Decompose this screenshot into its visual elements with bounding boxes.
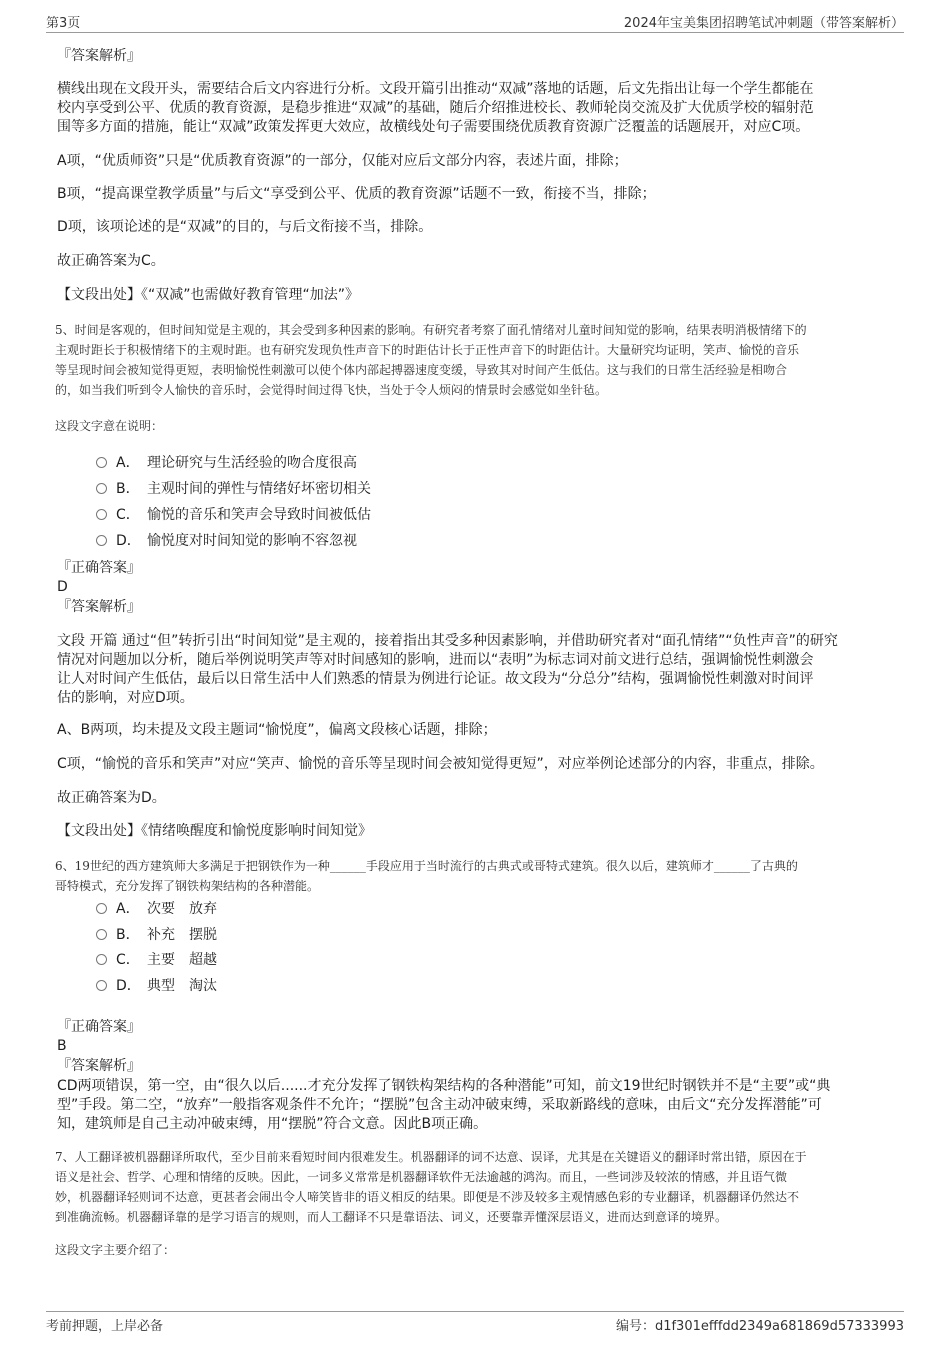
document-title: 2024年宝美集团招聘笔试冲刺题（带答案解析）	[623, 16, 904, 31]
analysis-line: 型”手段。第二空，“放弃”一般指客观条件不允许；“摆脱”包含主动冲破束缚，采取新路线的意味，由后文“充分发挥潜能”可	[57, 1097, 822, 1113]
radio-icon[interactable]	[96, 509, 107, 520]
analysis-line: 让人对时间产生低估，最后以日常生活中人们熟悉的情景为例进行论证。故文段为“分总分”结构，强调愉悦性刺激对时间评	[57, 671, 814, 687]
question-text: 妙，机器翻译轻则词不达意，更甚者会闹出令人啼笑皆非的语义相反的结果。即便是不涉及较多主观情感色彩的专业翻译，机器翻译仍然达不	[55, 1190, 800, 1204]
radio-icon[interactable]	[96, 903, 107, 914]
analysis-line: 围等多方面的措施，能让“双减”政策发挥更大效应，故横线处句子需要围绕优质教育资源广泛覆盖的话题展开，对应C项。	[57, 119, 810, 135]
analysis-line: 情况对问题加以分析，随后举例说明笑声等对时间感知的影响，进而以“表明”为标志词对前文进行总结，强调愉悦性刺激会	[57, 652, 814, 668]
analysis-line: 校内享受到公平、优质的教育资源，是稳步推进“双减”的基础，随后介绍推进校长、教师轮岗交流及扩大优质学校的辐射范	[57, 100, 814, 116]
page-footer	[46, 1311, 904, 1334]
source: 【文段出处】《情绪唤醒度和愉悦度影响时间知觉》	[57, 823, 372, 839]
analysis-option-c: C项，“愉悦的音乐和笑声”对应“笑声、愉悦的音乐等呈现时间会被知觉得更短”，对应举例论述部分的内容，非重点，排除。	[57, 756, 824, 772]
question-text: 6、19世纪的西方建筑师大多满足于把钢铁作为一种______手段应用于当时流行的古典式或哥特式建筑。很久以后，建筑师才______了古典的	[55, 859, 798, 873]
source: 【文段出处】《“双减”也需做好教育管理“加法”》	[57, 287, 360, 303]
question-text: 5、时间是客观的，但时间知觉是主观的，其会受到多种因素的影响。有研究者考察了面孔情绪对儿童时间知觉的影响，结果表明消极情绪下的	[55, 323, 807, 337]
question-text: 到准确流畅。机器翻译靠的是学习语言的规则，而人工翻译不只是靠语法、词义，还要靠弄懂深层语义，进而达到意译的境界。	[55, 1210, 728, 1224]
option-c[interactable]: C． 愉悦的音乐和笑声会导致时间被低估	[96, 506, 371, 524]
analysis-option-ab: A、B两项，均未提及文段主题词“愉悦度”，偏离文段核心话题，排除；	[57, 722, 497, 738]
analysis-option-d: D项，该项论述的是“双减”的目的，与后文衔接不当，排除。	[57, 219, 433, 235]
analysis-label: 『答案解析』	[57, 1058, 141, 1074]
document-id: 编号：d1f301efffdd2349a681869d57333993	[615, 1319, 904, 1334]
analysis-line: 文段 开篇 通过“但”转折引出“时间知觉”是主观的，接着指出其受多种因素影响，并借助研究者对“面孔情绪”“负性声音”的研究	[57, 633, 838, 649]
question-text: 语义是社会、哲学、心理和情绪的反映。因此，一词多义常常是机器翻译软件无法逾越的鸿沟。而且，一些词涉及较浓的情感，并且语气微	[55, 1170, 788, 1184]
question-text: 的，如当我们听到令人愉快的音乐时，会觉得时间过得飞快，当处于令人烦闷的情景时会感觉如坐针毡。	[55, 383, 608, 397]
answer-label: 『正确答案』	[57, 1019, 141, 1035]
answer-label: 『正确答案』	[57, 560, 141, 576]
radio-icon[interactable]	[96, 929, 107, 940]
question-text: 哥特模式，充分发挥了钢铁构架结构的各种潜能。	[55, 879, 320, 893]
question-text: 等呈现时间会被知觉得更短，表明愉悦性刺激可以使个体内部起搏器速度变缓，导致其对时间产生低估。这与我们的日常生活经验是相吻合	[55, 363, 788, 377]
analysis-option-a: A项，“优质师资”只是“优质教育资源”的一部分，仅能对应后文部分内容，表述片面，排除；	[57, 153, 628, 169]
option-d[interactable]: D． 愉悦度对时间知觉的影响不容忽视	[96, 532, 357, 550]
radio-icon[interactable]	[96, 483, 107, 494]
radio-icon[interactable]	[96, 980, 107, 991]
radio-icon[interactable]	[96, 457, 107, 468]
footer-slogan: 考前押题，上岸必备	[46, 1319, 164, 1334]
radio-icon[interactable]	[96, 954, 107, 965]
option-b[interactable]: B． 补充 摆脱	[96, 926, 217, 944]
conclusion: 故正确答案为C。	[57, 253, 165, 269]
answer-value: B	[57, 1038, 67, 1054]
option-b[interactable]: B． 主观时间的弹性与情绪好坏密切相关	[96, 480, 371, 498]
option-a[interactable]: A． 理论研究与生活经验的吻合度很高	[96, 454, 357, 472]
answer-value: D	[57, 579, 68, 595]
analysis-label: 『答案解析』	[57, 48, 141, 64]
analysis-label: 『答案解析』	[57, 599, 141, 615]
analysis-line: 估的影响，对应D项。	[57, 690, 194, 706]
radio-icon[interactable]	[96, 535, 107, 546]
option-d[interactable]: D． 典型 淘汰	[96, 977, 217, 995]
option-c[interactable]: C． 主要 超越	[96, 951, 217, 969]
conclusion: 故正确答案为D。	[57, 790, 166, 806]
question-text: 主观时距长于积极情绪下的主观时距。也有研究发现负性声音下的时距估计长于正性声音下的时距估计。大量研究均证明，笑声、愉悦的音乐	[55, 343, 800, 357]
analysis-line: CD两项错误，第一空，由“很久以后......才充分发挥了钢铁构架结构的各种潜能”可知，前文19世纪时钢铁并不是“主要”或“典	[57, 1078, 831, 1094]
analysis-option-b: B项，“提高课堂教学质量”与后文“享受到公平、优质的教育资源”话题不一致，衔接不当，排除；	[57, 186, 656, 202]
analysis-line: 横线出现在文段开头，需要结合后文内容进行分析。文段开篇引出推动“双减”落地的话题，后文先指出让每一个学生都能在	[57, 81, 814, 97]
question-prompt: 这段文字意在说明：	[55, 419, 164, 433]
analysis-line: 知，建筑师是自己主动冲破束缚，用“摆脱”符合文意。因此B项正确。	[57, 1116, 488, 1132]
question-prompt: 这段文字主要介绍了：	[55, 1243, 176, 1257]
page-number: 第3页	[46, 16, 81, 31]
option-a[interactable]: A． 次要 放弃	[96, 900, 217, 918]
question-text: 7、人工翻译被机器翻译所取代，至少目前来看短时间内很难发生。机器翻译的词不达意、误译，尤其是在关键语义的翻译时常出错，原因在于	[55, 1150, 807, 1164]
page-header	[46, 10, 904, 33]
